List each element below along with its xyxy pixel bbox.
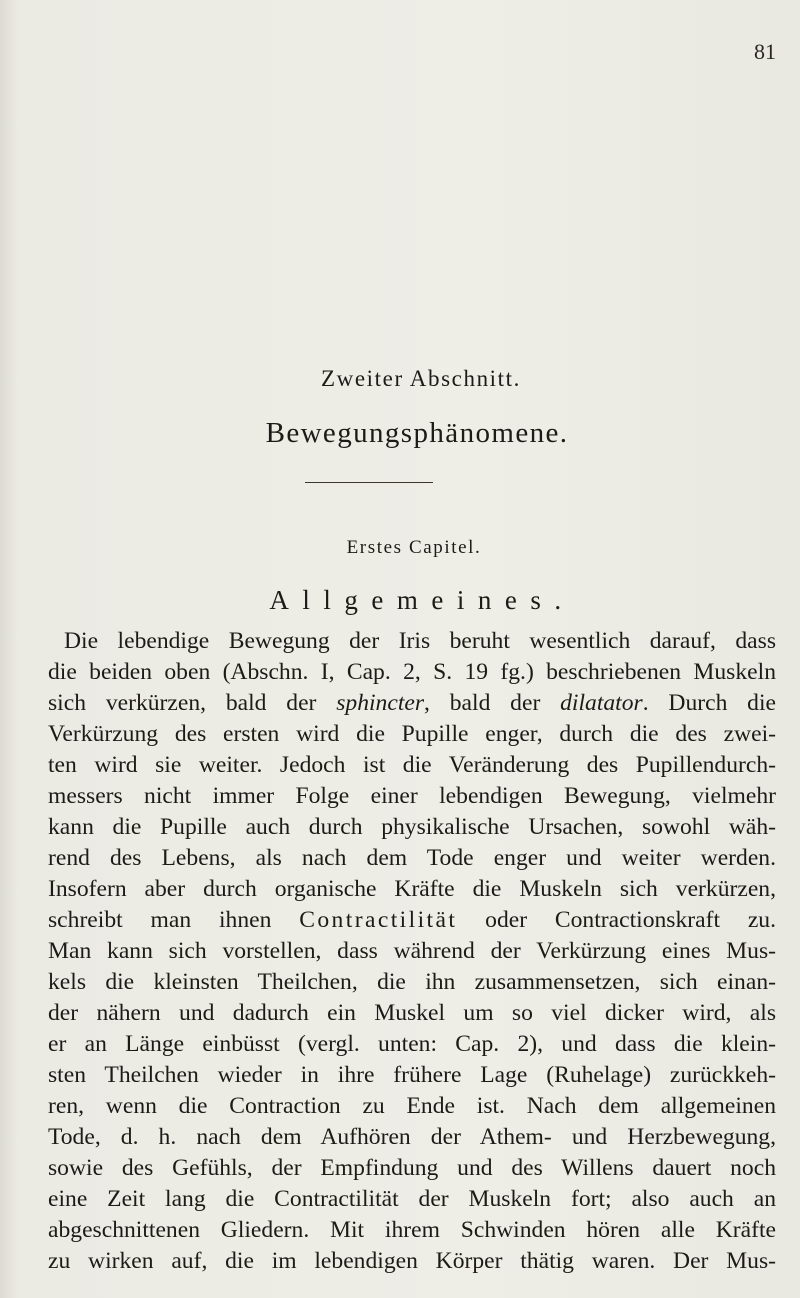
- spaced-term-contractilitaet: Contractilität: [299, 907, 458, 933]
- page-number: 81: [754, 39, 776, 64]
- text-line: Verkürzung des ersten wird die Pupille enger, durch die des zwei-: [48, 721, 776, 747]
- part-title: Bewegungsphänomene.: [265, 417, 569, 449]
- text-line: kels die kleinsten Theilchen, die ihn zusammensetzen, sich einan-: [48, 969, 776, 995]
- text-line: zu wirken auf, die im lebendigen Körper thätig waren. Der Mus-: [48, 1248, 776, 1274]
- text-segment: schreibt man ihnen: [48, 907, 300, 933]
- text-line: Die lebendige Bewegung der Iris beruht wesentlich darauf, dass: [64, 628, 776, 654]
- text-segment: . Durch die: [642, 690, 776, 716]
- text-line: sten Theilchen wieder in ihre frühere Lage (Ruhelage) zurückkeh-: [48, 1062, 776, 1088]
- text-line: Man kann sich vorstellen, dass während der Verkürzung eines Mus-: [48, 938, 776, 964]
- text-line: der nähern und dadurch ein Muskel um so viel dicker wird, als: [48, 1000, 776, 1026]
- text-segment: oder Contractionskraft zu.: [457, 907, 776, 933]
- text-line: Tode, d. h. nach dem Aufhören der Athem- und Herzbewegung,: [48, 1124, 776, 1150]
- text-line: ten wird sie weiter. Jedoch ist die Veränderung des Pupillendurch-: [48, 752, 776, 778]
- section-divider-rule: [305, 482, 433, 483]
- italic-term-dilatator: dilatator: [560, 690, 643, 716]
- text-line: eine Zeit lang die Contractilität der Muskeln fort; also auch an: [48, 1186, 776, 1212]
- text-line: ren, wenn die Contraction zu Ende ist. Nach dem allgemeinen: [48, 1093, 776, 1119]
- italic-term-sphincter: sphincter: [336, 690, 425, 716]
- part-heading: Zweiter Abschnitt.: [321, 366, 521, 391]
- text-line: abgeschnittenen Gliedern. Mit ihrem Schwinden hören alle Kräfte: [48, 1217, 776, 1243]
- text-segment: , bald der: [424, 690, 561, 716]
- text-line: kann die Pupille auch durch physikalische Ursachen, sowohl wäh-: [48, 814, 776, 840]
- chapter-title: Allgemeines.: [269, 585, 575, 615]
- text-line: rend des Lebens, als nach dem Tode enger und weiter werden.: [48, 845, 776, 871]
- body-text: [48, 626, 776, 1277]
- text-line: sowie des Gefühls, der Empfindung und des Willens dauert noch: [48, 1155, 776, 1181]
- text-line: [48, 688, 776, 719]
- text-line: messers nicht immer Folge einer lebendigen Bewegung, vielmehr: [48, 783, 776, 809]
- text-segment: sich verkürzen, bald der: [48, 690, 337, 716]
- text-line: die beiden oben (Abschn. I, Cap. 2, S. 19 fg.) beschriebenen Muskeln: [48, 659, 776, 685]
- text-line: [48, 905, 776, 936]
- chapter-heading: Erstes Capitel.: [346, 537, 482, 558]
- text-line: Insofern aber durch organische Kräfte die Muskeln sich verkürzen,: [48, 876, 776, 902]
- text-line: er an Länge einbüsst (vergl. unten: Cap. 2), und dass die klein-: [48, 1031, 776, 1057]
